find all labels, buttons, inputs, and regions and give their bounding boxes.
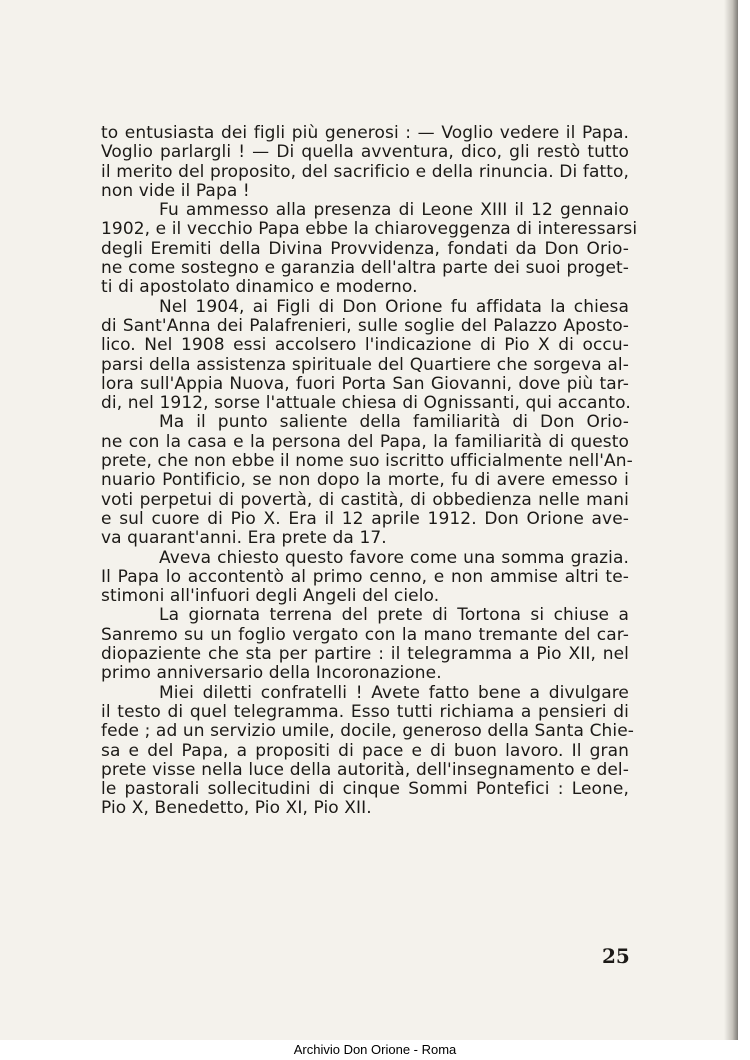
text-line: di Sant'Anna dei Palafrenieri, sulle soglie del Palazzo Apostо-	[101, 315, 629, 336]
text-line: parsi della assistenza spirituale del Quartiere che sorgeva al-	[101, 354, 629, 375]
text-line: ne con la casa e la persona del Papa, la familiarità di questo	[101, 431, 629, 452]
paragraph	[101, 124, 629, 201]
text-line: stimoni all'infuori degli Angeli del cielo.	[101, 586, 440, 607]
text-line: prete, che non ebbe il nome suo iscritto ufficialmente nell'An-	[101, 451, 633, 472]
page-number: 25	[602, 944, 630, 968]
archive-footer: Archivio Don Orione - Roma	[0, 1040, 750, 1060]
text-line: Nel 1904, ai Figli di Don Orione fu affidata la chiesa	[159, 296, 629, 317]
paragraph	[101, 298, 629, 414]
text-line: ti di apostolato dinamico e moderno.	[101, 277, 418, 298]
text-line: fede ; ad un servizio umile, docile, generoso della Santa Chie-	[101, 721, 635, 742]
body-text	[101, 123, 638, 819]
text-line: di, nel 1912, sorse l'attuale chiesa di Ognissanti, qui accanto.	[101, 393, 631, 414]
text-line: Voglio parlargli ! — Di quella avventura, dico, gli restò tutto	[101, 142, 629, 163]
paragraph	[101, 549, 629, 607]
text-line: diopaziente che sta per partire : il telegramma a Pio XII, nel	[101, 644, 629, 665]
text-line: degli Eremiti della Divina Provvidenza, fondati da Don Orio-	[101, 238, 629, 259]
text-line: va quarant'anni. Era prete da 17.	[101, 528, 387, 549]
text-line: Pio X, Benedetto, Pio XI, Pio XII.	[101, 798, 372, 819]
text-line: Sanremo su un foglio vergato con la mano tremante del car-	[101, 624, 629, 645]
text-line: ne come sostegno e garanzia dell'altra parte dei suoi proget-	[101, 258, 629, 279]
text-line: 1902, e il vecchio Papa ebbe la chiaroveggenza di interessarsi	[101, 219, 638, 240]
text-line: prete visse nella luce della autorità, dell'insegnamento e del-	[101, 759, 629, 780]
paragraph	[101, 606, 629, 683]
text-line: nuario Pontificio, se non dopo la morte, fu di avere emesso i	[101, 470, 629, 491]
text-line: primo anniversario della Incoronazione.	[101, 663, 442, 684]
text-line: Ma il punto saliente della familiarità di Don Orio-	[159, 412, 629, 433]
text-line: Il Papa lo accontentò al primo cenno, e non ammise altri te-	[101, 566, 629, 587]
text-line: sa e del Papa, a propositi di pace e di buon lavoro. Il gran	[101, 740, 629, 761]
text-line: La giornata terrena del prete di Tortona si chiuse a	[159, 605, 629, 626]
paragraph	[101, 682, 635, 819]
text-line: Miei diletti confratelli ! Avete fatto bene a divulgare	[159, 682, 629, 703]
paragraph	[101, 412, 633, 549]
text-line: il merito del proposito, del sacrificio e della rinuncia. Di fatto,	[101, 161, 629, 182]
text-line: lico. Nel 1908 essi accolsero l'indicazione di Pio X di occu-	[101, 335, 629, 356]
text-line: voti perpetui di povertà, di castità, di obbedienza nelle mani	[101, 489, 629, 510]
page-edge-shadow	[724, 0, 738, 1040]
text-line: to entusiasta dei figli più generosi : — Voglio vedere il Papa.	[101, 123, 629, 143]
text-line: non vide il Papa !	[101, 180, 250, 201]
text-line: Aveva chiesto questo favore come una somma grazia.	[159, 547, 629, 568]
text-line: Fu ammesso alla presenza di Leone XIII il 12 gennaio	[159, 200, 629, 221]
text-line: e sul cuore di Pio X. Era il 12 aprile 1912. Don Orione ave-	[101, 508, 629, 529]
paragraph	[101, 200, 638, 298]
text-line: lora sull'Appia Nuova, fuori Porta San Giovanni, dove più tar-	[101, 373, 629, 394]
text-line: le pastorali sollecitudini di cinque Sommi Pontefici : Leone,	[101, 779, 629, 800]
text-line: il testo di quel telegramma. Esso tutti richiama a pensieri di	[101, 701, 629, 722]
